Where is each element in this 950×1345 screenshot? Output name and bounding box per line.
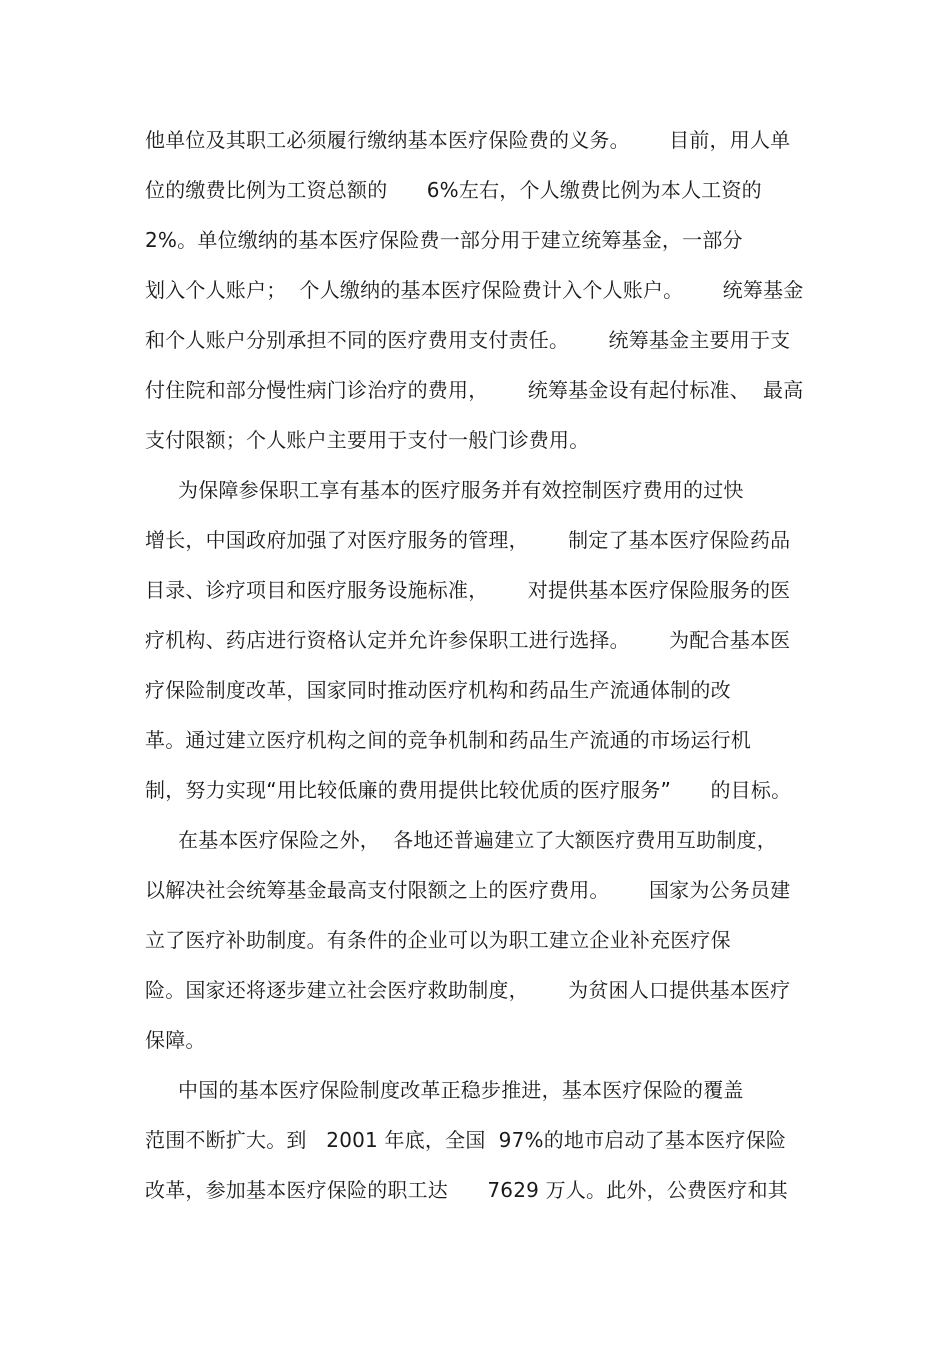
text-line: 疗机构、药店进行资格认定并允许参保职工进行选择。 为配合基本医 <box>145 628 791 652</box>
text-line: 范围不断扩大。到 2001 年底，全国 97%的地市启动了基本医疗保险 <box>145 1128 787 1152</box>
text-line: 他单位及其职工必须履行缴纳基本医疗保险费的义务。 目前，用人单 <box>145 128 791 152</box>
text-line: 和个人账户分别承担不同的医疗费用支付责任。 统筹基金主要用于支 <box>145 328 791 352</box>
text-line: 险。国家还将逐步建立社会医疗救助制度， 为贫困人口提供基本医疗 <box>145 978 791 1002</box>
text-line: 划入个人账户； 个人缴纳的基本医疗保险费计入个人账户。 统筹基金 <box>145 278 804 302</box>
paragraph-first-line: 在基本医疗保险之外， 各地还普遍建立了大额医疗费用互助制度， <box>178 828 777 852</box>
text-line: 支付限额；个人账户主要用于支付一般门诊费用。 <box>145 428 590 452</box>
text-line: 付住院和部分慢性病门诊治疗的费用， 统筹基金设有起付标准、 最高 <box>145 378 804 402</box>
text-line: 增长，中国政府加强了对医疗服务的管理， 制定了基本医疗保险药品 <box>145 528 791 552</box>
text-line: 以解决社会统筹基金最高支付限额之上的医疗费用。 国家为公务员建 <box>145 878 791 902</box>
paragraph-first-line: 中国的基本医疗保险制度改革正稳步推进，基本医疗保险的覆盖 <box>178 1078 744 1102</box>
text-line: 立了医疗补助制度。有条件的企业可以为职工建立企业补充医疗保 <box>145 928 731 952</box>
text-line: 位的缴费比例为工资总额的 6%左右，个人缴费比例为本人工资的 <box>145 178 762 202</box>
text-line: 目录、诊疗项目和医疗服务设施标准， 对提供基本医疗保险服务的医 <box>145 578 791 602</box>
text-line: 制，努力实现“用比较低廉的费用提供比较优质的医疗服务” 的目标。 <box>145 778 792 802</box>
text-line: 革。通过建立医疗机构之间的竞争机制和药品生产流通的市场运行机 <box>145 728 751 752</box>
text-line: 2%。单位缴纳的基本医疗保险费一部分用于建立统筹基金，一部分 <box>145 228 743 252</box>
text-line: 保障。 <box>145 1028 206 1052</box>
text-line: 疗保险制度改革，国家同时推动医疗机构和药品生产流通体制的改 <box>145 678 731 702</box>
paragraph-first-line: 为保障参保职工享有基本的医疗服务并有效控制医疗费用的过快 <box>178 478 744 502</box>
text-line: 改革，参加基本医疗保险的职工达 7629 万人。此外，公费医疗和其 <box>145 1178 788 1202</box>
